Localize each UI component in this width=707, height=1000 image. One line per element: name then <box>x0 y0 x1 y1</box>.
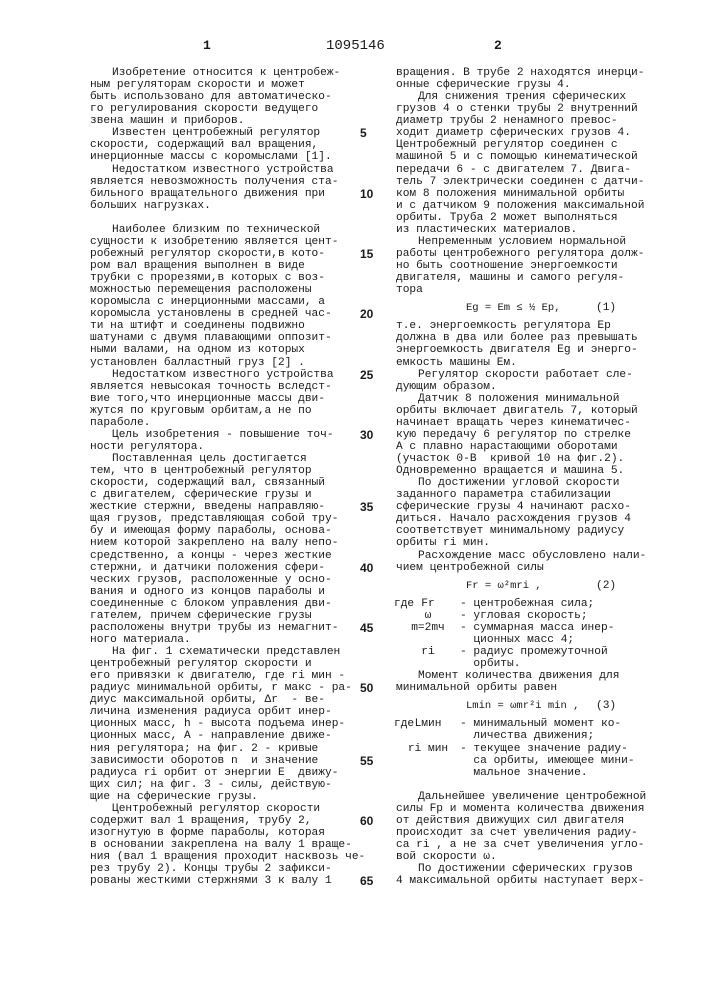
line-text: ными валами, на одном из которых <box>90 344 305 356</box>
text-line <box>90 767 375 779</box>
line-text: го регулирования скорости ведущего <box>90 103 318 115</box>
line-text: бильного вращательного движения при <box>90 188 325 200</box>
line-text: заданного параметра стабилизации <box>396 489 611 501</box>
text-line <box>396 320 686 332</box>
text-line <box>396 212 686 224</box>
line-text: должна в два или более раз превышать <box>396 332 638 344</box>
line-text: трубки с прорезями,в которых с воз- <box>90 272 325 284</box>
text-line <box>396 489 686 501</box>
line-text: коромысла установлены в средней час- <box>90 308 332 320</box>
text-line <box>90 381 375 393</box>
line-number: 45 <box>360 622 390 634</box>
line-text: работы центробежного регулятора долж- <box>396 248 644 260</box>
line-text: Центробежный регулятор соединен с <box>396 139 618 151</box>
text-line <box>90 176 375 188</box>
line-text: ния (вал 1 вращения проходит насквозь че- <box>90 851 365 863</box>
line-text: рованы жесткими стержнями 3 к валу 1 <box>90 875 332 887</box>
line-number: 40 <box>360 562 390 574</box>
text-line <box>90 405 375 417</box>
line-text: бу и имеющая форму параболы, основа- <box>90 525 332 537</box>
line-text: Изобретение относится к центробеж- <box>112 67 340 79</box>
line-text: вращения. В трубе 2 находятся инерци- <box>396 67 644 79</box>
text-line <box>396 755 686 767</box>
text-line <box>396 586 686 598</box>
patent-number: 1095146 <box>326 38 385 54</box>
line-text: 4 максимальной орбиты наступает верх- <box>396 875 644 887</box>
text-line <box>90 417 375 429</box>
line-text: передачи 6 - с двигателем 7. Двига- <box>396 164 631 176</box>
line-text: Момент количества движения для <box>418 670 619 682</box>
text-line <box>396 525 686 537</box>
page-number-left: 1 <box>203 38 211 53</box>
formula-number: (1) <box>596 302 616 314</box>
text-line <box>90 369 375 381</box>
line-text: (участок 0-B кривой 10 на фиг.2). <box>396 453 624 465</box>
text-line <box>90 634 375 646</box>
text-line <box>396 863 686 875</box>
line-text: сферические грузы 4 начинают расхо- <box>396 501 631 513</box>
text-line <box>396 344 686 356</box>
line-text: скорости, содержащий вал, связанный <box>90 477 325 489</box>
text-line <box>396 248 686 260</box>
text-line <box>90 791 375 803</box>
text-line <box>396 501 686 513</box>
line-text: радиуса ri орбит от энергии E движу- <box>90 767 338 779</box>
text-line <box>90 344 375 356</box>
line-number: 25 <box>360 369 390 381</box>
line-text: ком 8 положения минимальной орбиты <box>396 188 624 200</box>
line-text: дующим образом. <box>396 381 497 393</box>
text-line <box>90 755 375 767</box>
definition-text: - минимальный момент ко- <box>460 718 621 730</box>
line-text: ром вал вращения выполнен в виде <box>90 260 305 272</box>
text-line <box>396 164 686 176</box>
text-line <box>396 562 686 574</box>
text-line <box>90 103 375 115</box>
text-line <box>90 260 375 272</box>
line-text: Недостатком известного устройства <box>112 164 334 176</box>
text-line <box>90 236 375 248</box>
line-text: параболе. <box>90 417 150 429</box>
line-text: можностью перемещения расположены <box>90 284 312 296</box>
line-text: является невысокая точность вследст- <box>90 381 332 393</box>
line-text: Известен центробежный регулятор <box>112 127 320 139</box>
line-text: личества движения; <box>460 730 594 742</box>
text-line <box>90 296 375 308</box>
text-line <box>396 332 686 344</box>
line-text: щая грузов, представляющая собой тру- <box>90 513 338 525</box>
line-number: 65 <box>360 875 390 887</box>
text-line <box>90 139 375 151</box>
text-line <box>90 670 375 682</box>
line-text: вой скорости ω. <box>396 851 497 863</box>
text-line <box>90 320 375 332</box>
line-text: Цель изобретения - повышение точ- <box>112 429 334 441</box>
line-text: Одновременно вращается и машина 5. <box>396 465 624 477</box>
line-text: ционных масс 4; <box>460 634 574 646</box>
text-line <box>90 489 375 501</box>
line-number: 30 <box>360 429 390 441</box>
text-line <box>90 501 375 513</box>
text-line <box>90 610 375 622</box>
text-line <box>396 357 686 369</box>
text-line <box>90 393 375 405</box>
text-line <box>396 381 686 393</box>
line-text: Датчик 8 положения минимальной <box>418 393 619 405</box>
line-text: По достижении сферических грузов <box>418 863 633 875</box>
text-line <box>90 562 375 574</box>
definition-line <box>396 718 686 730</box>
line-text: орбиты включает двигатель 7, который <box>396 405 638 417</box>
line-text: больших нагрузках. <box>90 200 211 212</box>
text-line <box>396 284 686 296</box>
line-text: На фиг. 1 схематически представлен <box>112 646 340 658</box>
text-line <box>90 875 375 887</box>
line-text: мальное значение. <box>460 767 588 779</box>
line-text: орбиты ri мин. <box>396 537 490 549</box>
page-number-right: 2 <box>494 38 502 53</box>
line-text: скорости, содержащий вал вращения, <box>90 139 318 151</box>
text-line <box>90 67 375 79</box>
line-text: и с датчиком 9 положения максимальной <box>396 200 644 212</box>
line-text: силы Fр и момента количества движения <box>396 803 644 815</box>
text-line <box>90 574 375 586</box>
line-text: са орбиты, имеющее мини- <box>460 755 635 767</box>
text-line <box>90 332 375 344</box>
line-text: щих сил; на фиг. 3 - силы, действую- <box>90 779 332 791</box>
definition-term: ω <box>396 610 460 622</box>
line-text: ности регулятора. <box>90 441 204 453</box>
definition-text: - радиус промежуточной <box>460 646 608 658</box>
text-line <box>396 803 686 815</box>
text-line <box>396 875 686 887</box>
text-line <box>396 91 686 103</box>
text-line <box>90 622 375 634</box>
line-text: тель 7 электрически соединен с датчи- <box>396 176 644 188</box>
text-line <box>90 272 375 284</box>
line-text: содержит вал 1 вращения, трубу 2, <box>90 815 312 827</box>
line-text: в основании закреплена на валу 1 враще- <box>90 839 352 851</box>
line-text: с двигателем, сферические грузы и <box>90 489 312 501</box>
definition-text: - центробежная сила; <box>460 598 594 610</box>
line-text: грузов 4 о стенки трубы 2 внутренний <box>396 103 638 115</box>
text-line <box>90 91 375 103</box>
text-line <box>396 103 686 115</box>
line-text: По достижении угловой скорости <box>418 477 619 489</box>
text-line <box>90 429 375 441</box>
line-text: является невозможность получения ста- <box>90 176 338 188</box>
text-line <box>396 730 686 742</box>
line-text: средственно, а концы - через жесткие <box>90 550 332 562</box>
text-line <box>396 537 686 549</box>
definition-term: m=2mч <box>396 622 460 634</box>
text-line <box>396 477 686 489</box>
text-line <box>396 706 686 718</box>
line-text: ходит диаметр сферических грузов 4. <box>396 127 631 139</box>
line-number: 55 <box>360 755 390 767</box>
line-text: диться. Начало расхождения грузов 4 <box>396 513 631 525</box>
text-line <box>396 369 686 381</box>
line-text: стержни, и датчики положения сфери- <box>90 562 325 574</box>
line-text: кую передачу 6 регулятор по стрелке <box>396 429 631 441</box>
text-line <box>90 598 375 610</box>
line-text: расположены внутри трубы из немагнит- <box>90 622 338 634</box>
text-line <box>90 284 375 296</box>
text-line <box>90 79 375 91</box>
line-text: Регулятор скорости работает сле- <box>418 369 633 381</box>
text-line <box>90 646 375 658</box>
line-text: зависимости оборотов n и значение <box>90 755 318 767</box>
text-line <box>90 550 375 562</box>
text-line <box>90 200 375 212</box>
text-line <box>396 139 686 151</box>
definition-term: ri мин <box>396 743 460 755</box>
line-text: установлен балластный груз [2] . <box>90 357 305 369</box>
definition-lead: где <box>394 718 414 730</box>
text-line <box>90 513 375 525</box>
text-line <box>396 67 686 79</box>
left-column <box>90 67 375 887</box>
formula-number: (2) <box>596 580 616 592</box>
text-line <box>396 393 686 405</box>
text-line <box>90 863 375 875</box>
line-number: 50 <box>360 682 390 694</box>
line-text: звена машин и приборов. <box>90 115 244 127</box>
text-line <box>396 682 686 694</box>
line-text: ного материала. <box>90 634 191 646</box>
formula-number: (3) <box>596 700 616 712</box>
line-text: Недостатком известного устройства <box>112 369 334 381</box>
text-line <box>396 851 686 863</box>
text-line <box>396 260 686 272</box>
text-line <box>90 477 375 489</box>
text-line <box>90 441 375 453</box>
line-text: онные сферические грузы 4. <box>396 79 571 91</box>
line-text: т.е. энергоемкость регулятора Ep <box>396 320 611 332</box>
line-text: из пластических материалов. <box>396 224 577 236</box>
text-line <box>90 465 375 477</box>
line-text: вания и одного из концов параболы и <box>90 586 325 598</box>
definition-line <box>396 743 686 755</box>
text-line <box>90 694 375 706</box>
definition-term: ri <box>396 646 460 658</box>
text-line <box>396 405 686 417</box>
line-text: минимальной орбиты равен <box>396 682 557 694</box>
line-text: гателем, причем сферические грузы <box>90 610 312 622</box>
line-text: инерционные массы с коромыслами [1]. <box>90 151 332 163</box>
text-line <box>396 236 686 248</box>
text-line <box>396 779 686 791</box>
line-text: ния регулятора; на фиг. 2 - кривые <box>90 743 318 755</box>
line-text: диаметр трубы 2 ненамного превос- <box>396 115 618 127</box>
text-line <box>90 743 375 755</box>
text-line <box>90 224 375 236</box>
line-number: 20 <box>360 308 390 320</box>
text-line <box>396 429 686 441</box>
text-line <box>396 308 686 320</box>
line-text: емкость машины Eм. <box>396 357 517 369</box>
line-text: личина изменения радиуса орбит инер- <box>90 706 332 718</box>
text-line <box>90 827 375 839</box>
text-line <box>90 682 375 694</box>
line-text: жесткие стержни, введены направляю- <box>90 501 325 513</box>
text-line <box>396 115 686 127</box>
line-text: тем, что в центробежный регулятор <box>90 465 312 477</box>
line-text: щие на сферические грузы. <box>90 791 258 803</box>
text-line <box>396 224 686 236</box>
text-line <box>396 670 686 682</box>
line-text: коромысла с инерционными массами, а <box>90 296 325 308</box>
line-number: 15 <box>360 248 390 260</box>
text-line <box>396 658 686 670</box>
line-text: шатунами с двумя плавающими оппозит- <box>90 332 332 344</box>
text-line <box>396 839 686 851</box>
formula-expression: Eg = Em ≤ ½ Ep, <box>466 302 561 314</box>
text-line <box>90 815 375 827</box>
text-line <box>396 465 686 477</box>
definition-lead: где <box>394 598 414 610</box>
line-text: жутся по круговым орбитам,а не по <box>90 405 312 417</box>
text-line <box>90 308 375 320</box>
text-line <box>90 248 375 260</box>
line-text: са ri , а не за счет увеличения угло- <box>396 839 644 851</box>
text-line <box>396 634 686 646</box>
text-line <box>396 791 686 803</box>
text-line <box>90 718 375 730</box>
line-text: центробежный регулятор скорости и <box>90 658 312 670</box>
line-text: Наиболее близким по технической <box>112 224 320 236</box>
line-text: радиус минимальной орбиты, r макс - ра- <box>90 682 352 694</box>
line-text: ческих грузов, расположенные у осно- <box>90 574 332 586</box>
text-line <box>396 176 686 188</box>
text-line <box>90 453 375 465</box>
text-line <box>90 127 375 139</box>
line-text: быть использовано для автоматическо- <box>90 91 332 103</box>
text-line <box>90 525 375 537</box>
formula-expression: Fr = ω²mri , <box>466 580 542 592</box>
line-text: рез трубу 2). Концы трубы 2 зафикси- <box>90 863 332 875</box>
formula-expression: Lmin = ωmr²i min , <box>466 700 579 712</box>
definition-line <box>396 622 686 634</box>
line-text: соединенные с блоком управления дви- <box>90 598 332 610</box>
text-line <box>90 212 375 224</box>
line-text: Дальнейшее увеличение центробежной <box>418 791 646 803</box>
right-column <box>396 67 686 887</box>
line-number: 10 <box>360 188 390 200</box>
text-line <box>396 417 686 429</box>
line-text: его привязки к двигателю, где ri мин - <box>90 670 345 682</box>
text-line <box>90 730 375 742</box>
text-line <box>396 767 686 779</box>
line-text: от действия движущих сил двигателя <box>396 815 624 827</box>
text-line <box>90 839 375 851</box>
line-text: орбиты. Труба 2 может выполняться <box>396 212 618 224</box>
line-number: 35 <box>360 501 390 513</box>
text-line <box>396 188 686 200</box>
line-text: тора <box>396 284 423 296</box>
text-line <box>90 537 375 549</box>
definition-line <box>396 598 686 610</box>
text-line <box>90 164 375 176</box>
formula <box>396 694 686 706</box>
definition-line <box>396 610 686 622</box>
line-text: чием центробежной силы <box>396 562 544 574</box>
line-text: Непременным условием нормальной <box>418 236 626 248</box>
line-text: ным регуляторам скорости и может <box>90 79 305 91</box>
line-text: A с плавно нарастающими оборотами <box>396 441 618 453</box>
text-line <box>396 815 686 827</box>
text-line <box>396 127 686 139</box>
text-line <box>396 79 686 91</box>
line-text: ционных масс, A - направление движе- <box>90 730 332 742</box>
text-line <box>90 851 375 863</box>
definition-text: - суммарная масса инер- <box>460 622 614 634</box>
line-text: ти на штифт и соединены подвижно <box>90 320 305 332</box>
definition-term: Lмин <box>396 718 460 730</box>
line-text: вие того,что инерционные массы дви- <box>90 393 325 405</box>
text-line <box>90 706 375 718</box>
text-line <box>396 513 686 525</box>
line-text: Поставленная цель достигается <box>112 453 307 465</box>
text-line <box>90 357 375 369</box>
text-line <box>90 803 375 815</box>
line-text: Для снижения трения сферических <box>418 91 626 103</box>
line-number: 5 <box>360 127 390 139</box>
definition-line <box>396 646 686 658</box>
text-line <box>90 188 375 200</box>
line-text: машиной 5 и с помощью кинематической <box>396 151 638 163</box>
line-text: происходит за счет увеличения радиу- <box>396 827 638 839</box>
line-text: нием которой закреплено на валу непо- <box>90 537 338 549</box>
text-line <box>90 151 375 163</box>
text-line <box>90 779 375 791</box>
line-text: двигателя, машины и самого регуля- <box>396 272 624 284</box>
line-number: 60 <box>360 815 390 827</box>
text-line <box>396 200 686 212</box>
text-line <box>396 272 686 284</box>
line-text: изогнутую в форме параболы, которая <box>90 827 325 839</box>
text-line <box>396 453 686 465</box>
line-text: сущности к изобретению является цент- <box>90 236 338 248</box>
text-line <box>396 550 686 562</box>
line-text: орбиты. <box>460 658 520 670</box>
line-text: Расхождение масс обусловлено нали- <box>418 550 646 562</box>
definition-term: Fr <box>396 598 460 610</box>
text-line <box>396 441 686 453</box>
text-line <box>396 151 686 163</box>
formula <box>396 296 686 308</box>
text-line <box>90 586 375 598</box>
definition-text: - угловая скорость; <box>460 610 588 622</box>
line-text: диус максимальной орбиты, Δr - ве- <box>90 694 325 706</box>
definition-text: - текущее значение радиу- <box>460 743 628 755</box>
line-text: робежный регулятор скорости,в кото- <box>90 248 325 260</box>
line-text: Центробежный регулятор скорости <box>112 803 320 815</box>
text-line <box>90 658 375 670</box>
text-line <box>90 115 375 127</box>
line-text: энергоемкость двигателя Eg и энерго- <box>396 344 638 356</box>
line-text: соответствует минимальному радиусу <box>396 525 624 537</box>
line-text: но быть соотношение энергоемкости <box>396 260 618 272</box>
line-text: ционных масс, h - высота подъема инер- <box>90 718 345 730</box>
line-text: начинает вращать через кинематичес- <box>396 417 631 429</box>
text-line <box>396 827 686 839</box>
formula <box>396 574 686 586</box>
